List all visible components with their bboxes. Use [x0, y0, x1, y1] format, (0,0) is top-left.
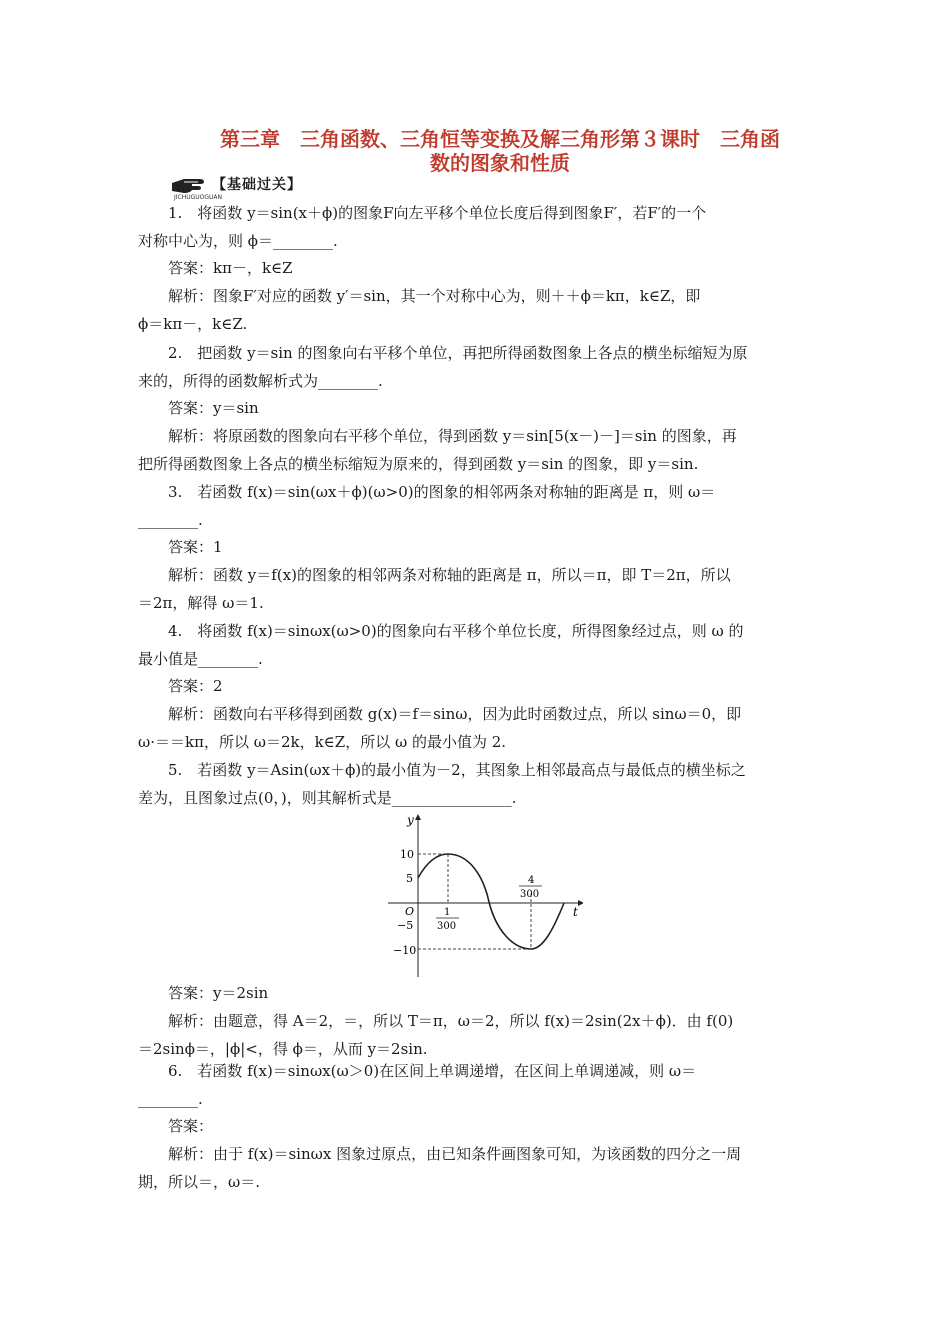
y-axis-label: y — [407, 813, 414, 827]
text-line: 答案：1 — [168, 538, 223, 556]
x-mark1-num: 1 — [444, 907, 451, 918]
text-line: 来的，所得的函数解析式为________. — [138, 372, 383, 390]
text-line: 解析：将原函数的图象向右平移个单位，得到函数 y＝sin[5(x－)－]＝sin 的图象，再 — [168, 427, 737, 445]
text-line: 答案：y＝sin — [168, 399, 259, 417]
text-line: 最小值是________. — [138, 650, 263, 668]
text-line: 3. 若函数 f(x)＝sin(ωx＋ϕ)(ω>0)的图象的相邻两条对称轴的距离是 π，则 ω＝ — [168, 483, 716, 501]
sine-graph — [383, 812, 583, 980]
text-line: 答案：2 — [168, 677, 223, 695]
text-line: ________. — [138, 1090, 203, 1108]
section-badge — [170, 172, 302, 201]
text-line: 解析：由题意，得 A＝2，＝，所以 T＝π，ω＝2，所以 f(x)＝2sin(2x＋ϕ)．由 f(0) — [168, 1012, 734, 1030]
y-tick-neg5: −5 — [397, 919, 414, 932]
x-mark2-num: 4 — [528, 875, 535, 886]
text-line: 把所得函数图象上各点的横坐标缩短为原来的，得到函数 y＝sin 的图象，即 y＝sin. — [138, 455, 699, 473]
text-line: 解析：函数 y＝f(x)的图象的相邻两条对称轴的距离是 π，所以＝π，即 T＝2π，所以 — [168, 566, 731, 584]
text-line: 5. 若函数 y＝Asin(ωx＋ϕ)的最小值为－2，其图象上相邻最高点与最低点的横坐标之 — [168, 761, 746, 779]
text-line: 对称中心为，则 ϕ＝________. — [138, 232, 338, 250]
text-line: 解析：由于 f(x)＝sinωx 图象过原点，由已知条件画图象可知，为该函数的四分之一周 — [168, 1145, 742, 1163]
page-title-line-2: 数的图象和性质 — [430, 151, 570, 175]
x-mark1-den: 300 — [437, 921, 457, 932]
text-line: 期，所以＝，ω＝. — [138, 1173, 261, 1191]
text-line: ＝2sinϕ＝，|ϕ|<，得 ϕ＝，从而 y＝2sin. — [138, 1040, 428, 1058]
origin-label: O — [405, 905, 415, 918]
text-line: 4. 将函数 f(x)＝sinωx(ω>0)的图象向右平移个单位长度，所得图象经过点，则 ω 的 — [168, 622, 744, 640]
text-line: ϕ＝kπ－，k∈Z. — [138, 315, 248, 333]
x-mark2-den: 300 — [520, 889, 540, 900]
text-line: 答案：y＝2sin — [168, 984, 269, 1002]
text-line: ________. — [138, 511, 203, 529]
sine-curve — [418, 854, 564, 949]
text-line: 1. 将函数 y＝sin(x＋ϕ)的图象F向左平移个单位长度后得到图象F′，若F′的一个 — [168, 204, 707, 222]
text-line: 答案： — [168, 1117, 214, 1135]
text-line: ω·＝＝kπ，所以 ω＝2k，k∈Z，所以 ω 的最小值为 2. — [138, 733, 507, 751]
text-line: 答案：kπ－，k∈Z — [168, 259, 293, 277]
y-tick-10: 10 — [400, 848, 414, 861]
text-line: ＝2π，解得 ω＝1. — [138, 594, 264, 612]
y-tick-5: 5 — [406, 872, 413, 885]
page-title-line-1: 第三章 三角函数、三角恒等变换及解三角形第３课时 三角函 — [220, 127, 780, 151]
pointing-hand-icon — [170, 173, 210, 195]
x-axis-label: t — [573, 905, 578, 919]
text-line: 解析：图象F′对应的函数 y′＝sin，其一个对称中心为，则＋＋ϕ＝kπ，k∈Z，即 — [168, 287, 701, 305]
section-badge-label: 【基础过关】 — [212, 177, 302, 193]
text-line: 2. 把函数 y＝sin 的图象向右平移个单位，再把所得函数图象上各点的横坐标缩短为原 — [168, 344, 748, 362]
text-line: 差为，且图象过点(0，)，则其解析式是________________. — [138, 789, 517, 807]
text-line: 解析：函数向右平移得到函数 g(x)＝f＝sinω，因为此时函数过点，所以 sinω＝0，即 — [168, 705, 742, 723]
text-line: 6. 若函数 f(x)＝sinωx(ω＞0)在区间上单调递增，在区间上单调递减，则 ω＝ — [168, 1062, 697, 1080]
y-tick-neg10: −10 — [393, 944, 417, 957]
section-badge-sub: JICHUGUOGUAN — [174, 194, 223, 201]
